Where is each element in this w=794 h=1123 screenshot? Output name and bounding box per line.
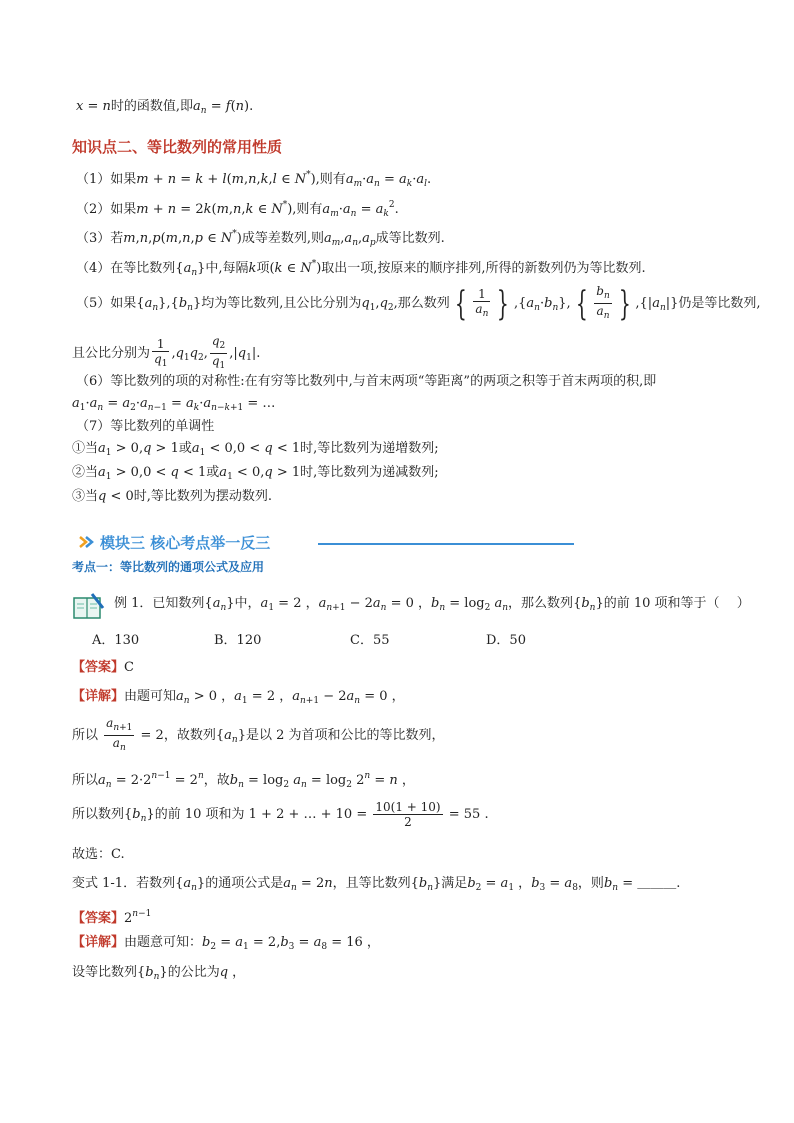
option-b: B．120 <box>214 633 262 648</box>
module-title: 模块三 核心考点举一反三 <box>100 534 271 552</box>
option-d: D．50 <box>486 633 526 648</box>
property-1: （1）如果m + n = k + l(m,n,k,l ∈ N*),则有$a_m\cdot a_n = a_k\cdot a_l$. <box>76 170 432 189</box>
variant-1-1: 变式 1-1．若数列$\{a_n\}$的通项公式是$a_n = 2n$，且等比数列$\{b_n\}$满足$b_2 = a_1$ ，$b_3 = a_8$，则$b_n$ = ＿＿＿. <box>72 876 681 893</box>
property-5-ratios: 且公比分别为 $\frac{1}{q_1}$ $,q_1q_2$, $\frac{q_2}{q_1}$ $,|q_1|$. <box>72 334 261 371</box>
double-chevron-icon <box>78 534 94 550</box>
monotonic-3: ③当q < 0时,等比数列为摆动数列. <box>72 489 273 504</box>
property-5: （5）如果$\{a_n\},\{b_n\}$均为等比数列,且公比分别为$q_1,q_2$,那么数列 { $\frac{1}{a_n}$ } $,\{a_n\cdot b_n\}$, { $\frac{b_n}{a_n}$ } $,\{|a_n|\}$仍是等比数列, <box>76 283 761 324</box>
answer-1: 【答案】C <box>72 660 134 675</box>
book-pen-icon <box>72 590 106 620</box>
example-1: 例 1．已知数列$\{a_n\}$中，$a_1 = 2$ ，$a_{n+1} - 2a_n = 0$ ，$b_n = \log_2 a_n$，那么数列$\{b_n\}$的前 10 项和等于（ ） <box>114 596 750 613</box>
option-c: C．55 <box>350 633 390 648</box>
module-rule <box>318 543 574 545</box>
detail-1-line-1: 【详解】由题可知$a_n > 0$ ，$a_1 = 2$ ，$a_{n+1} - 2a_n = 0$ ， <box>72 689 405 706</box>
conclusion-1: 故选：C. <box>72 847 125 862</box>
property-7: （7）等比数列的单调性 <box>76 419 215 434</box>
detail-1-line-3: 所以$a_n = 2\cdot 2^{n-1} = 2^n$，故$b_n = \log_2 a_n = \log_2 2^n = n$ ， <box>72 771 415 790</box>
property-3: （3）若m,n,p(m,n,p ∈ N*)成等差数列,则$a_m,a_n,a_p$成等比数列. <box>76 229 445 248</box>
monotonic-2: ②当$a_1 > 0,0 < q < 1$或$a_1 < 0,q > 1$时,等比数列为递减数列; <box>72 465 439 482</box>
property-6: （6）等比数列的项的对称性:在有穷等比数列中,与首末两项“等距离”的两项之积等于首末两项的积,即 <box>76 374 657 389</box>
detail-2-line-2: 设等比数列$\{b_n\}$的公比为q ， <box>72 965 246 982</box>
module-header <box>78 532 578 554</box>
option-a: A．130 <box>92 633 140 648</box>
section-title: 知识点二、等比数列的常用性质 <box>72 138 283 156</box>
detail-1-line-4: 所以数列$\{b_n\}$的前 10 项和为 1 + 2 + … + 10 = $\frac{10(1 + 10)}{2}$ = 55 . <box>72 800 489 829</box>
property-2: （2）如果m + n = 2k(m,n,k ∈ N*),则有$a_m\cdot a_n = a_k^2$. <box>76 200 399 219</box>
property-4: （4）在等比数列$\{a_n\}$中,每隔k项(k ∈ N*)取出一项,按原来的顺序排列,所得的新数列仍为等比数列. <box>76 259 646 278</box>
monotonic-1: ①当$a_1 > 0,q > 1$或$a_1 < 0,0 < q < 1$时,等比数列为递增数列; <box>72 441 439 458</box>
topic-label: 考点一：等比数列的通项公式及应用 <box>72 560 265 574</box>
detail-2-line-1: 【详解】由题意可知：$b_2 = a_1 = 2,b_3 = a_8 = 16$ ， <box>72 935 380 952</box>
detail-1-line-2: 所以 $\frac{a_{n+1}}{a_n}$ = 2，故数列$\{a_n\}$是以 2 为首项和公比的等比数列， <box>72 716 445 753</box>
property-6-formula: $a_1\cdot a_n = a_2\cdot a_{n-1} = a_k\cdot a_{n-k+1}$ = … <box>72 396 276 413</box>
intro-line: x = n时的函数值,即$a_n = f(n)$. <box>76 99 254 116</box>
answer-2: 【答案】$2^{n-1}$ <box>72 909 152 926</box>
